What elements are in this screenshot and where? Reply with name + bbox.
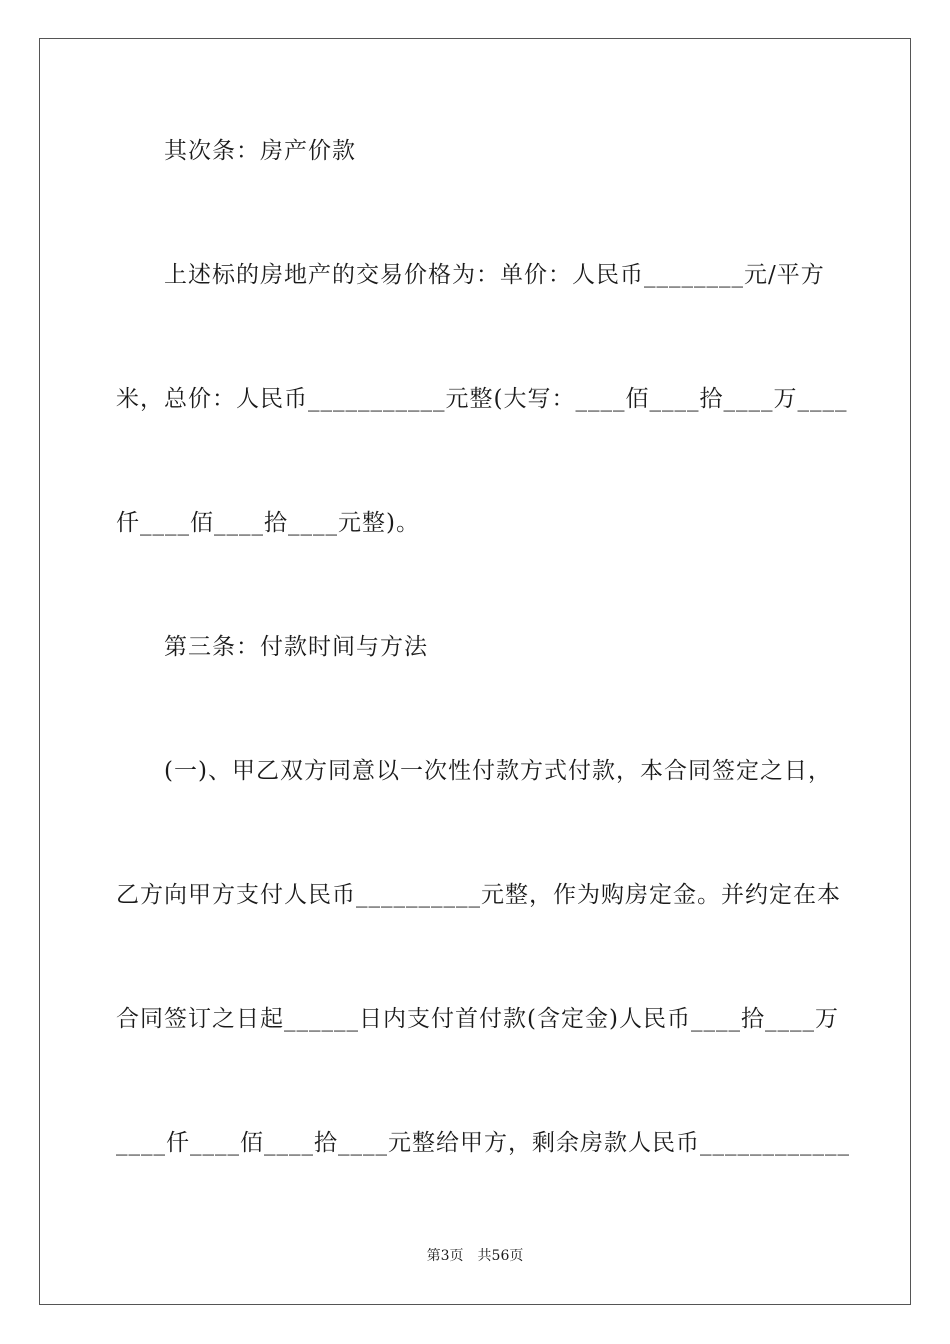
page-border <box>39 38 911 1305</box>
total-pages: 共56页 <box>477 1248 524 1264</box>
paragraph-line-2: 米，总价：人民币___________元整(大写：____佰____拾____万____ <box>116 386 848 412</box>
page-footer <box>0 1246 950 1266</box>
page-number: 第3页 <box>426 1248 464 1264</box>
clause-3-heading: 第三条：付款时间与方法 <box>164 634 428 660</box>
paragraph-line-5: 乙方向甲方支付人民币__________元整，作为购房定金。并约定在本 <box>116 882 841 908</box>
paragraph-line-4: (一)、甲乙双方同意以一次性付款方式付款，本合同签定之日， <box>164 758 832 784</box>
clause-2-heading: 其次条：房产价款 <box>164 138 356 164</box>
paragraph-line-1: 上述标的房地产的交易价格为：单价：人民币________元/平方 <box>164 262 825 288</box>
paragraph-line-6: 合同签订之日起______日内支付首付款(含定金)人民币____拾____万 <box>116 1006 839 1032</box>
paragraph-line-7: ____仟____佰____拾____元整给甲方，剩余房款人民币____________ <box>116 1130 850 1156</box>
paragraph-line-3: 仟____佰____拾____元整)。 <box>116 510 420 536</box>
